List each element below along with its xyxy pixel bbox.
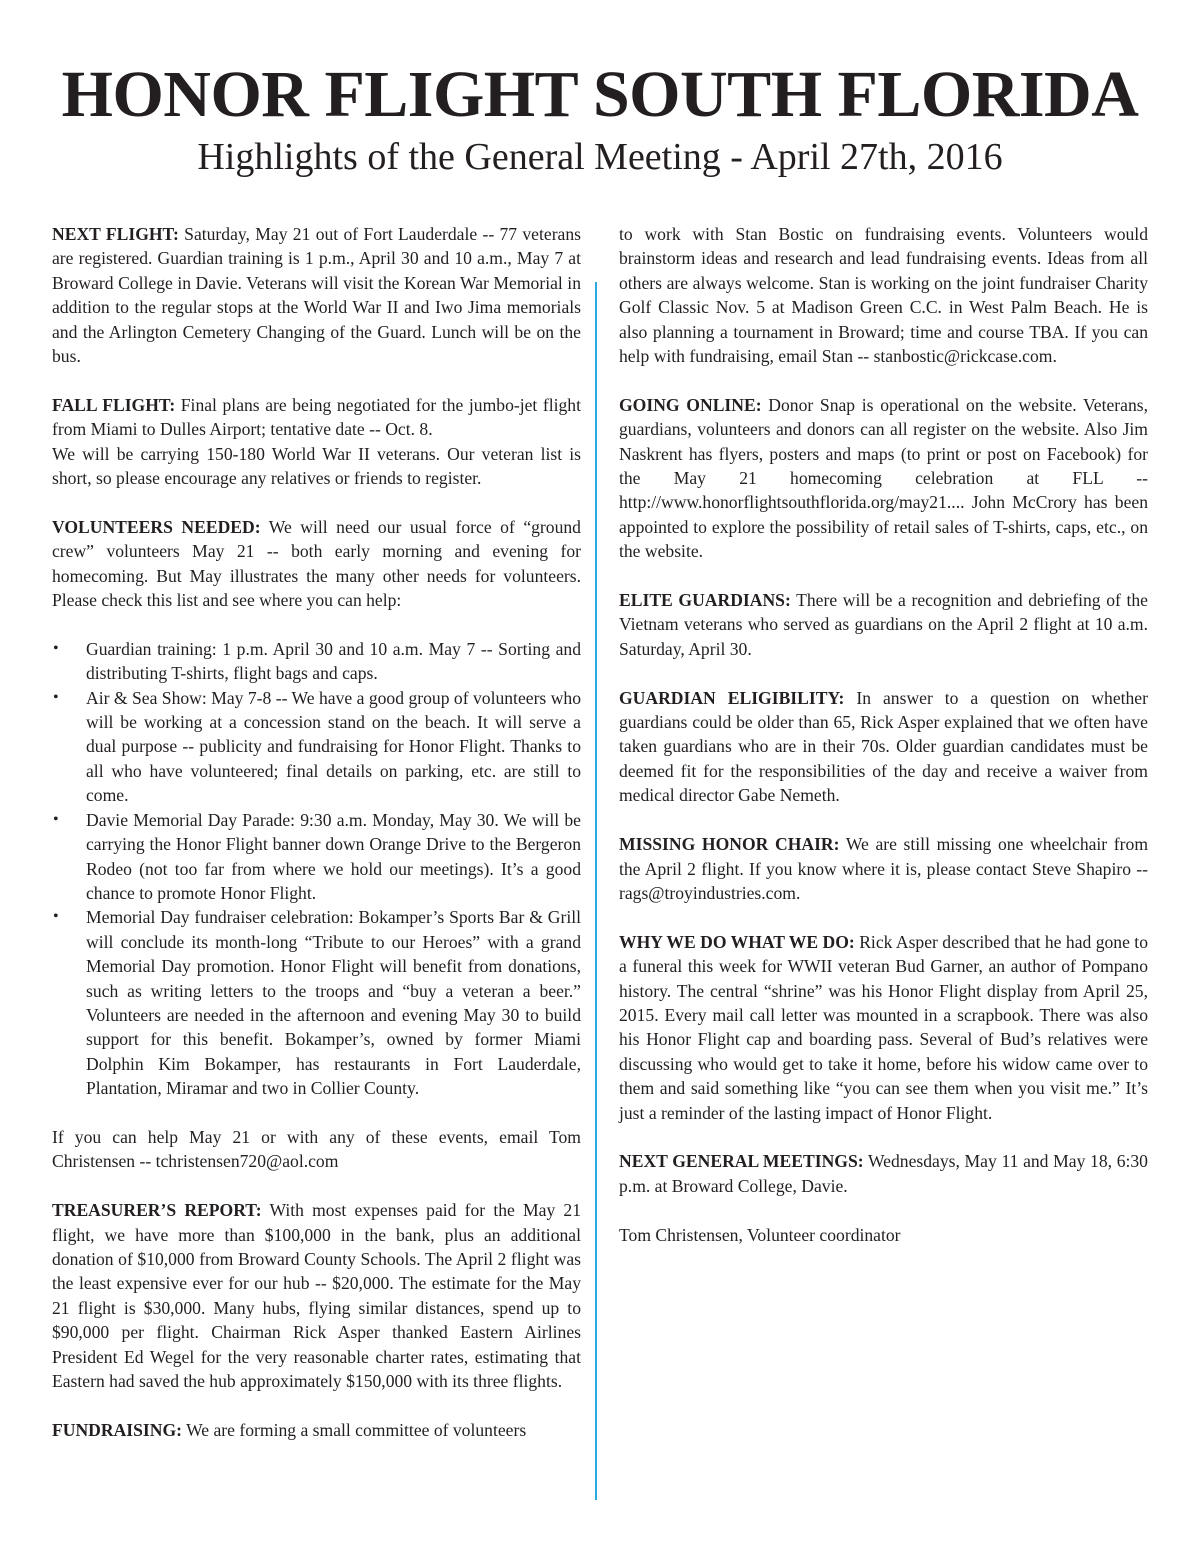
volunteers-section bbox=[52, 515, 581, 613]
list-item: • Air & Sea Show: May 7-8 -- We have a good group of volunteers who will be working at a concession stand on the beach. It will serve a dual purpose -- publicity and fundraising for Honor Flight. Thanks to all who have volunteered; final details on parking, etc. are still to come. bbox=[52, 686, 581, 808]
section-heading: TREASURER’S REPORT: bbox=[52, 1200, 262, 1221]
fundraising-section-cont: to work with Stan Bostic on fundraising events. Volunteers would brainstorm ideas and research and lead fundraising events. Ideas from all others are always welcome. Stan is working on the joint fundraiser Charity Golf Classic Nov. 5 at Madison Green C.C. in West Palm Beach. He is also planning a tournament in Broward; time and course TBA. If you can help with fundraising, email Stan -- stanbostic@rickcase.com. bbox=[619, 224, 1148, 367]
help-note: If you can help May 21 or with any of these events, email Tom Christensen -- tchristensen720@aol.com bbox=[52, 1126, 581, 1172]
fundraising-section bbox=[52, 1418, 581, 1442]
why-we-do-section bbox=[619, 930, 1148, 1125]
signature: Tom Christensen, Volunteer coordinator bbox=[619, 1224, 901, 1245]
list-item: • Memorial Day fundraiser celebration: Bokamper’s Sports Bar & Grill will conclude its month-long “Tribute to our Heroes” with a grand Memorial Day promotion. Honor Flight will benefit from donations, such as writing letters to the troops and “buy a veteran a beer.” Volunteers are needed in the afternoon and evening May 30 to build support for this benefit. Bokamper’s, owned by former Miami Dolphin Kim Bokamper, has restaurants in Fort Lauderdale, Plantation, Miramar and two in Collier County. bbox=[52, 905, 581, 1100]
section-body: In answer to a question on whether guardians could be older than 65, Rick Asper explained that we often have taken guardians who are in their 70s. Older guardian candidates must be deemed fit for the responsibilities of the day and receive a waiver from medical director Gabe Nemeth. bbox=[619, 687, 1148, 806]
section-body: We will need our usual force of “ground crew” volunteers May 21 -- both early morning and evening for homecoming. But May illustrates the many other needs for volunteers. Please check this list and see where you can help: bbox=[52, 516, 581, 611]
fall-flight-section bbox=[52, 393, 581, 442]
section-body: We are forming a small committee of volunteers bbox=[182, 1419, 527, 1440]
left-column bbox=[52, 222, 581, 1442]
going-online-section bbox=[619, 393, 1148, 564]
page-subtitle: Highlights of the General Meeting - April 27th, 2016 bbox=[197, 136, 1003, 178]
column-divider bbox=[595, 282, 597, 1500]
next-flight-section bbox=[52, 222, 581, 368]
section-heading: MISSING HONOR CHAIR: bbox=[619, 834, 840, 855]
section-heading: ELITE GUARDIANS: bbox=[619, 590, 791, 611]
section-body: There will be a recognition and debriefing of the Vietnam veterans who served as guardians on the April 2 flight at 10 a.m. Saturday, April 30. bbox=[619, 590, 1148, 659]
right-column bbox=[619, 222, 1148, 1271]
section-heading: FALL FLIGHT: bbox=[52, 394, 176, 415]
section-body: Saturday, May 21 out of Fort Lauderdale -- 77 veterans are registered. Guardian training is 1 p.m., April 30 and 10 a.m., May 7 at Broward College in Davie. Veterans will visit the Korean War Memorial in addition to the regular stops at the World War II and Iwo Jima memorials and the Arlington Cemetery Changing of the Guard. Lunch will be on the bus. bbox=[52, 224, 582, 367]
elite-guardians-section bbox=[619, 588, 1148, 661]
section-heading: GOING ONLINE: bbox=[619, 394, 762, 415]
guardian-eligibility-section bbox=[619, 686, 1148, 808]
section-heading: VOLUNTEERS NEEDED: bbox=[52, 516, 261, 537]
section-body: We are still missing one wheelchair from the April 2 flight. If you know where it is, please contact Steve Shapiro -- rags@troyindustries.com. bbox=[619, 834, 1149, 903]
section-heading: GUARDIAN ELIGIBILITY: bbox=[619, 687, 845, 708]
section-body: With most expenses paid for the May 21 flight, we have more than $100,000 in the bank, plus an additional donation of $10,000 from Broward County Schools. The April 2 flight was the least expensive ever for our hub -- $20,000. The estimate for the May 21 flight is $30,000. Many hubs, flying similar distances, spend up to $90,000 per flight. Chairman Rick Asper thanked Eastern Airlines President Ed Wegel for the very reasonable charter rates, estimating that Eastern had saved the hub approximately $150,000 with its three flights. bbox=[52, 1200, 582, 1392]
treasurer-section bbox=[52, 1198, 581, 1393]
next-meetings-section bbox=[619, 1149, 1148, 1198]
section-heading: FUNDRAISING: bbox=[52, 1419, 183, 1440]
page-title: HONOR FLIGHT SOUTH FLORIDA bbox=[61, 58, 1139, 131]
section-body: Rick Asper described that he had gone to a funeral this week for WWII veteran Bud Garner, an author of Pompano history. The central “shrine” was his Honor Flight display from April 25, 2015. Every mail call letter was mounted in a scrapbook. There was also his Honor Flight cap and boarding pass. Several of Bud’s relatives were discussing who would get to take it home, before his widow came over to them and said something like “you can see them when you visit me.” It’s just a reminder of the lasting impact of Honor Flight. bbox=[619, 931, 1148, 1123]
section-body: Final plans are being negotiated for the jumbo-jet flight from Miami to Dulles Airport; tentative date -- Oct. 8. bbox=[52, 394, 581, 440]
fall-flight-section-cont: We will be carrying 150-180 World War II veterans. Our veteran list is short, so please encourage any relatives or friends to register. bbox=[52, 443, 581, 489]
section-heading: WHY WE DO WHAT WE DO: bbox=[619, 931, 855, 952]
missing-chair-section bbox=[619, 832, 1148, 905]
section-body: Donor Snap is operational on the website. Veterans, guardians, volunteers and donors can all register on the website. Also Jim Naskrent has flyers, posters and maps (to print or post on Facebook) for the May 21 homecoming celebration at FLL -- http://www.honorflightsouthflorida.org/may21.... John McCrory has been appointed to explore the possibility of retail sales of T-shirts, caps, etc., on the website. bbox=[619, 394, 1148, 562]
list-item: • Davie Memorial Day Parade: 9:30 a.m. Monday, May 30. We will be carrying the Honor Flight banner down Orange Drive to the Bergeron Rodeo (not too far from where we hold our meetings). It’s a good chance to promote Honor Flight. bbox=[52, 808, 581, 906]
volunteer-bullet-list bbox=[52, 637, 581, 1101]
section-heading: NEXT GENERAL MEETINGS: bbox=[619, 1151, 864, 1172]
section-body: Wednesdays, May 11 and May 18, 6:30 p.m. at Broward College, Davie. bbox=[619, 1151, 1148, 1196]
section-heading: NEXT FLIGHT: bbox=[52, 224, 179, 244]
list-item: • Guardian training: 1 p.m. April 30 and 10 a.m. May 7 -- Sorting and distributing T-shirts, flight bags and caps. bbox=[52, 637, 581, 686]
